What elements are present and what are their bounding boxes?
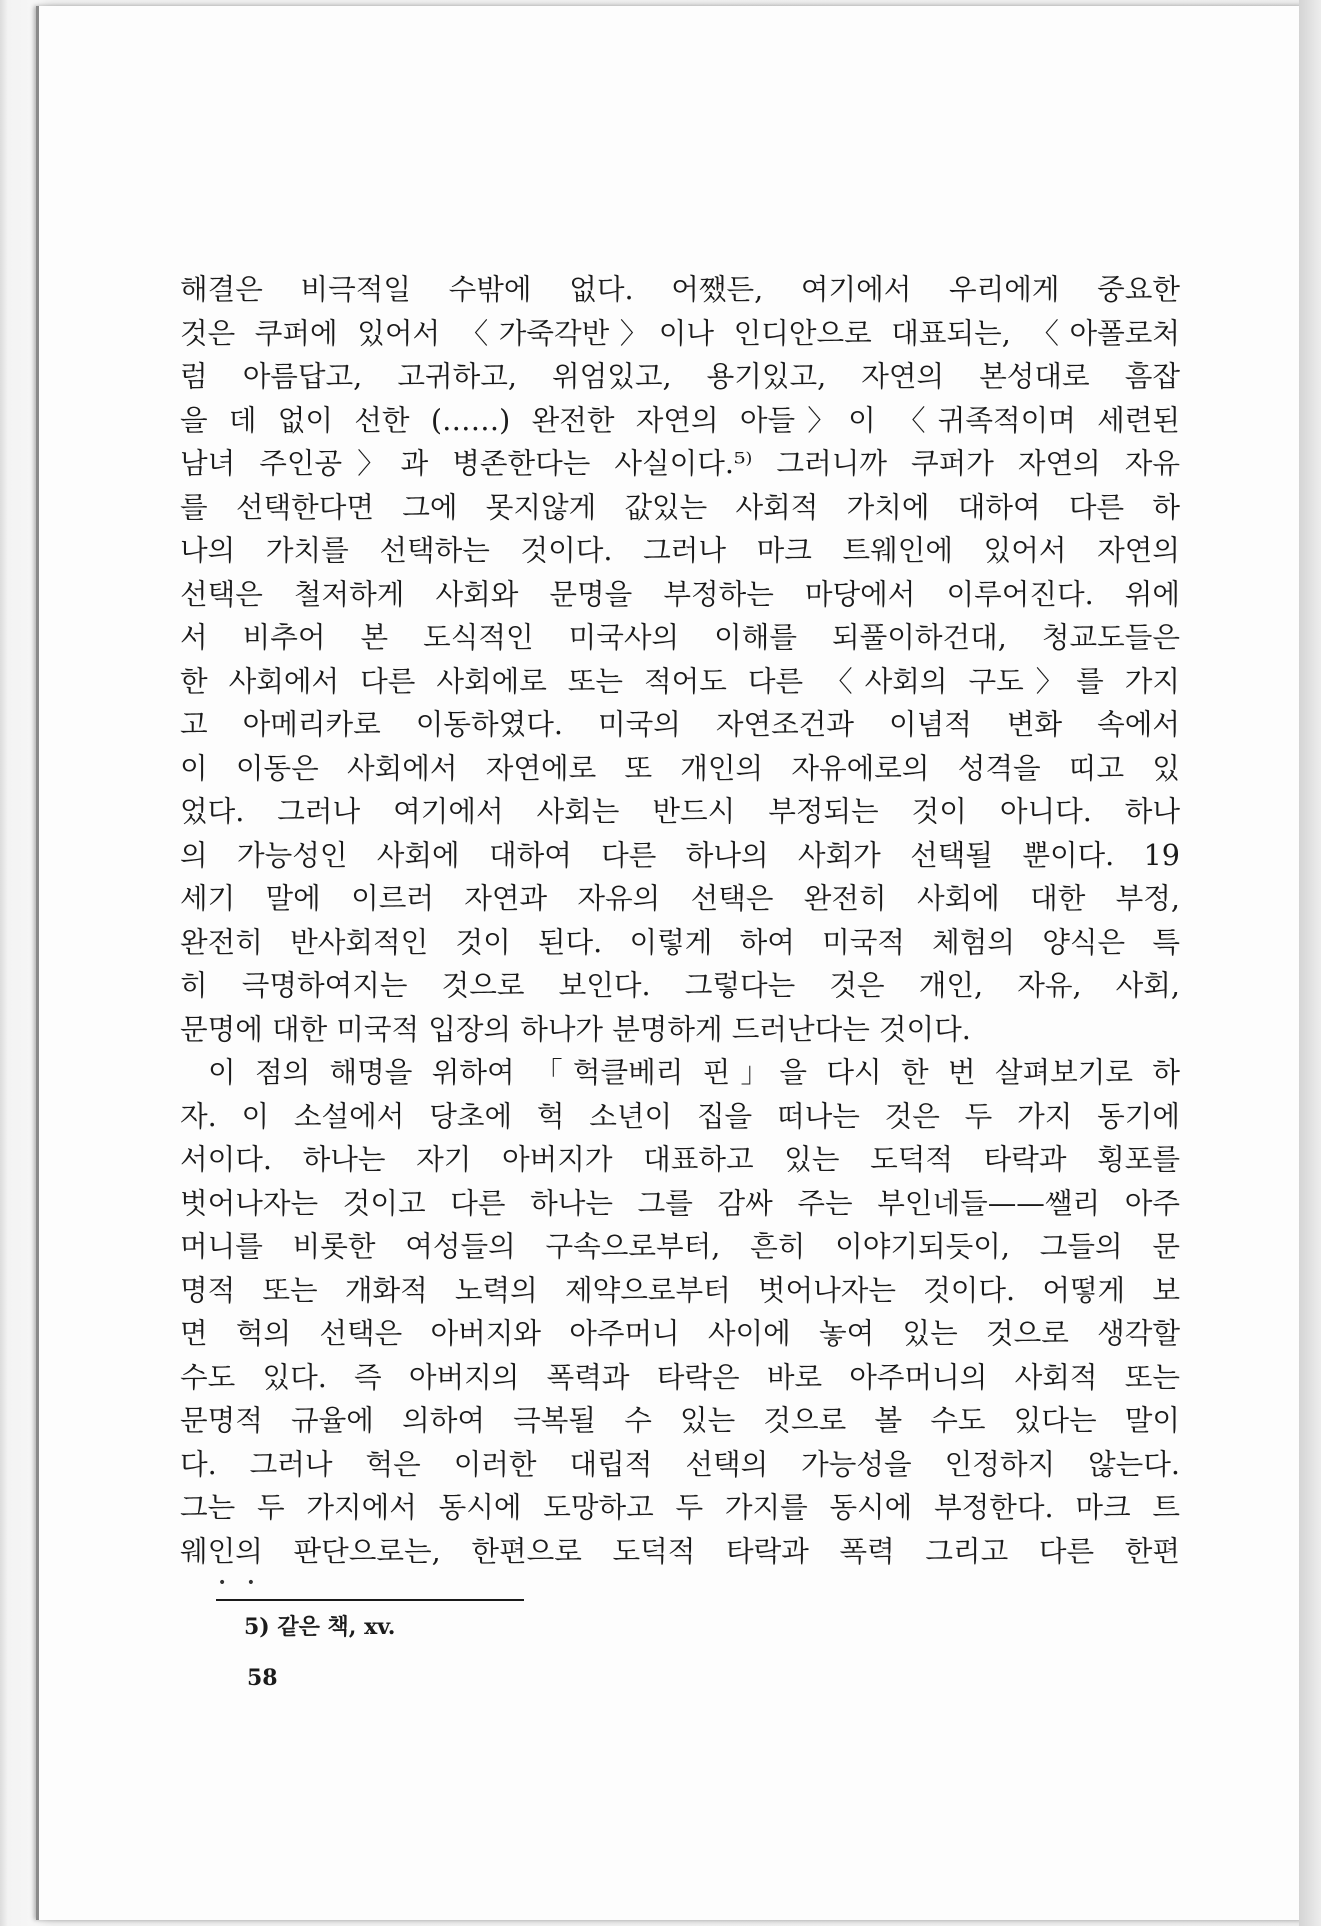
text-line: 었다. 그러나 여기에서 사회는 반드시 부정되는 것이 아니다. 하나 bbox=[180, 794, 1180, 828]
text-line: 를 선택한다면 그에 못지않게 값있는 사회적 가치에 대하여 다른 하 bbox=[180, 489, 1180, 524]
text-line: 히 극명하여지는 것으로 보인다. 그렇다는 것은 개인, 자유, 사회, bbox=[180, 968, 1180, 1002]
text-line: 서 비추어 본 도식적인 미국사의 이해를 되풀이하건대, 청교도들은 bbox=[180, 620, 1180, 654]
text-line: 벗어나자는 것이고 다른 하나는 그를 감싸 주는 부인네들——쌜리 아주 bbox=[180, 1185, 1180, 1220]
body-text bbox=[180, 268, 1180, 1573]
text-line: 것은 쿠퍼에 있어서 〈가죽각반〉이나 인디안으로 대표되는, 〈아폴로처 bbox=[180, 315, 1180, 350]
text-line: 럼 아름답고, 고귀하고, 위엄있고, 용기있고, 자연의 본성대로 흠잡 bbox=[180, 359, 1180, 393]
footnote-rule bbox=[216, 1599, 524, 1601]
text-line: 서이다. 하나는 자기 아버지가 대표하고 있는 도덕적 타락과 횡포를 bbox=[180, 1142, 1180, 1176]
emphasis-dots: • • bbox=[218, 1575, 263, 1591]
text-line-paragraph-start: 이 점의 해명을 위하여 「헉클베리 핀」을 다시 한 번 살펴보기로 하 bbox=[208, 1055, 1180, 1089]
text-line: 웨인의 판단으로는, 한편으로 도덕적 타락과 폭력 그리고 다른 한편 bbox=[180, 1533, 1180, 1568]
text-line: 수도 있다. 즉 아버지의 폭력과 타락은 바로 아주머니의 사회적 또는 bbox=[180, 1359, 1180, 1394]
text-line: 고 아메리카로 이동하였다. 미국의 자연조건과 이념적 변화 속에서 bbox=[180, 707, 1180, 741]
text-line: 세기 말에 이르러 자연과 자유의 선택은 완전히 사회에 대한 부정, bbox=[180, 881, 1180, 915]
text-line: 남녀 주인공〉과 병존한다는 사실이다.⁵⁾ 그러니까 쿠퍼가 자연의 자유 bbox=[180, 446, 1180, 480]
text-line: 선택은 철저하게 사회와 문명을 부정하는 마당에서 이루어진다. 위에 bbox=[180, 576, 1180, 611]
text-line: 그는 두 가지에서 동시에 도망하고 두 가지를 동시에 부정한다. 마크 트 bbox=[180, 1490, 1180, 1524]
page-number: 58 bbox=[247, 1665, 278, 1691]
text-line: 이 이동은 사회에서 자연에로 또 개인의 자유에로의 성격을 띠고 있 bbox=[180, 750, 1180, 785]
text-line: 문명에 대한 미국적 입장의 하나가 분명하게 드러난다는 것이다. bbox=[180, 1011, 971, 1046]
text-line: 다. 그러나 헉은 이러한 대립적 선택의 가능성을 인정하지 않는다. bbox=[180, 1446, 1180, 1481]
text-line: 한 사회에서 다른 사회에로 또는 적어도 다른 〈사회의 구도〉를 가지 bbox=[180, 663, 1180, 698]
text-line: 명적 또는 개화적 노력의 제약으로부터 벗어나자는 것이다. 어떻게 보 bbox=[180, 1272, 1180, 1307]
text-line: 의 가능성인 사회에 대하여 다른 하나의 사회가 선택될 뿐이다. 19 bbox=[180, 837, 1180, 872]
text-line: 나의 가치를 선택하는 것이다. 그러나 마크 트웨인에 있어서 자연의 bbox=[180, 533, 1180, 567]
footnote: 5) 같은 책, xv. bbox=[244, 1614, 396, 1640]
text-line: 자. 이 소설에서 당초에 헉 소년이 집을 떠나는 것은 두 가지 동기에 bbox=[180, 1098, 1180, 1133]
text-line: 을 데 없이 선한 (……) 완전한 자연의 아들〉이 〈귀족적이며 세련된 bbox=[180, 402, 1180, 437]
text-line: 완전히 반사회적인 것이 된다. 이렇게 하여 미국적 체험의 양식은 특 bbox=[180, 924, 1180, 959]
text-line: 문명적 규율에 의하여 극복될 수 있는 것으로 볼 수도 있다는 말이 bbox=[180, 1403, 1180, 1437]
text-line: 머니를 비롯한 여성들의 구속으로부터, 흔히 이야기되듯이, 그들의 문 bbox=[180, 1229, 1180, 1263]
text-line: 면 헉의 선택은 아버지와 아주머니 사이에 놓여 있는 것으로 생각할 bbox=[180, 1316, 1180, 1350]
page-edge bbox=[1299, 0, 1321, 1926]
text-line: 해결은 비극적일 수밖에 없다. 어쨌든, 여기에서 우리에게 중요한 bbox=[180, 272, 1180, 306]
